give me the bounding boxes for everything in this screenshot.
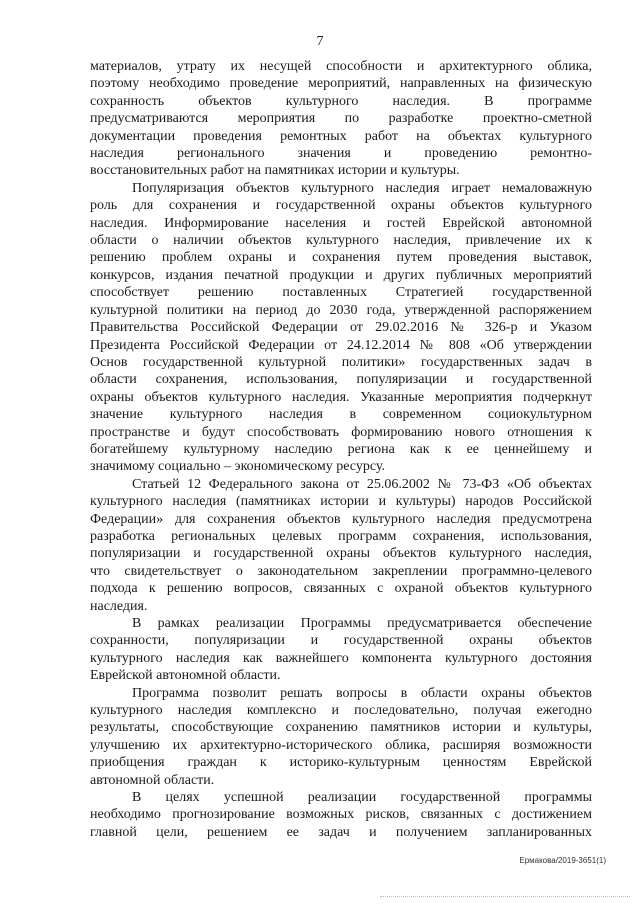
text-line: популяризации и государственной охраны объектов культурного наследия,	[90, 546, 592, 562]
document-reference: Ермакова/2019-3651(1)	[519, 856, 606, 865]
text-line: способствует решению поставленных Стратегией государственной	[90, 285, 592, 301]
text-line: богатейшему культурному наследию региона как к ее ценнейшему и	[90, 441, 592, 457]
text-line: Правительства Российской Федерации от 29.02.2016 № 326-р и Указом	[90, 320, 592, 336]
text-line: поэтому необходимо проведение мероприятий, направленных на физическую	[90, 76, 592, 92]
text-line: роль для сохранения и государственной охраны объектов культурного	[90, 198, 592, 214]
paragraph	[90, 685, 592, 789]
text-line: приобщения граждан к историко-культурным ценностям Еврейской	[90, 755, 592, 771]
text-line: автономной области.	[90, 772, 215, 788]
text-line: Еврейской автономной области.	[90, 668, 281, 684]
scan-edge-artifact	[380, 896, 630, 897]
text-line: конкурсов, издания печатной продукции и других публичных мероприятий	[90, 267, 592, 283]
text-line: значение культурного наследия в современном социокультурном	[90, 407, 592, 423]
text-line: Президента Российской Федерации от 24.12.2014 № 808 «Об утверждении	[90, 337, 592, 353]
text-line: наследия регионального значения и проведению ремонтно-	[90, 146, 592, 162]
text-line: материалов, утрату их несущей способности и архитектурного облика,	[90, 59, 592, 74]
text-line: подхода к решению вопросов, связанных с охраной объектов культурного	[90, 581, 592, 597]
paragraph	[90, 58, 592, 180]
text-line: Популяризация объектов культурного наследия играет немаловажную	[132, 180, 592, 196]
text-line: восстановительных работ на памятниках истории и культуры.	[90, 163, 460, 179]
text-line: области о наличии объектов культурного наследия, привлечение их к	[90, 233, 592, 249]
text-line: предусматриваются мероприятия по разработке проектно-сметной	[90, 111, 592, 127]
text-line: сохранности, популяризации и государственной охраны объектов	[90, 633, 592, 649]
text-line: культурного наследия комплексно и последовательно, получая ежегодно	[90, 703, 592, 719]
text-line: результаты, способствующие сохранению памятников истории и культуры,	[90, 720, 592, 736]
text-line: культурной политики на период до 2030 года, утвержденной распоряжением	[90, 302, 592, 318]
text-line: культурного наследия (памятниках истории и культуры) народов Российской	[90, 494, 592, 510]
text-line: значимому социально – экономическому ресурсу.	[90, 459, 385, 475]
text-line: решению проблем охраны и сохранения путем проведения выставок,	[90, 250, 592, 266]
paragraph	[90, 615, 592, 685]
text-line: охраны объектов культурного наследия. Указанные мероприятия подчеркнут	[90, 389, 592, 405]
text-line: Статьей 12 Федерального закона от 25.06.2002 № 73-ФЗ «Об объектах	[132, 476, 592, 492]
text-line: документации проведения ремонтных работ на объектах культурного	[90, 128, 592, 144]
text-line: наследия. Информирование населения и гостей Еврейской автономной	[90, 215, 592, 231]
text-line: необходимо прогнозирование возможных рисков, связанных с достижением	[90, 807, 592, 823]
text-line: культурного наследия как важнейшего компонента культурного достояния	[90, 650, 592, 666]
text-line: что свидетельствует о законодательном закреплении программно-целевого	[90, 563, 592, 579]
text-line: Федерации» для сохранения объектов культурного наследия предусмотрена	[90, 511, 592, 527]
paragraph	[90, 180, 592, 476]
text-line: В целях успешной реализации государственной программы	[132, 790, 592, 806]
text-line: главной цели, решением ее задач и получением запланированных	[90, 824, 592, 840]
body-text	[90, 58, 592, 841]
text-line: разработка региональных целевых программ сохранения, использования,	[90, 528, 592, 544]
text-line: Программа позволит решать вопросы в области охраны объектов	[132, 685, 592, 701]
text-line: улучшению их архитектурно-исторического облика, расширяя возможности	[90, 737, 592, 753]
page-number: 7	[316, 34, 324, 49]
text-line: сохранность объектов культурного наследия. В программе	[90, 93, 592, 109]
text-line: области сохранения, использования, популяризации и государственной	[90, 372, 592, 388]
paragraph	[90, 476, 592, 615]
text-line: наследия.	[90, 598, 148, 614]
paragraph	[90, 789, 592, 841]
text-line: Основ государственной культурной политики» государственных задач в	[90, 354, 592, 370]
text-line: пространстве и будут способствовать формированию нового отношения к	[90, 424, 592, 440]
text-line: В рамках реализации Программы предусматривается обеспечение	[132, 616, 592, 631]
